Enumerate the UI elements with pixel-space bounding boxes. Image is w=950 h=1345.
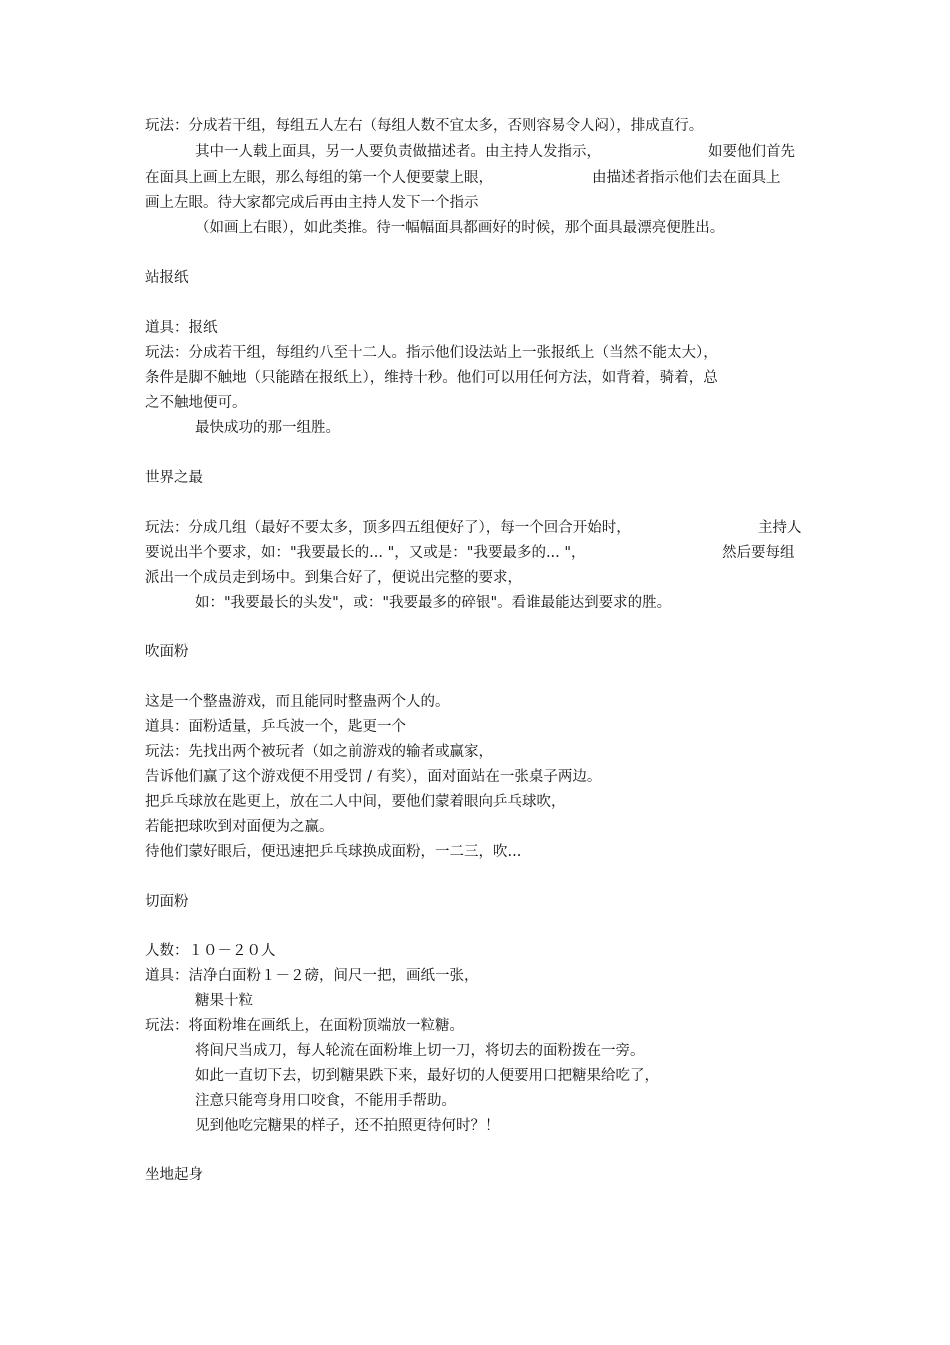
- records-rule-line-2a: 要说出半个要求，如："我要最长的... "，又或是："我要最多的... "，: [145, 545, 586, 561]
- blowflour-line-6: 若能把球吹到对面便为之赢。: [145, 819, 334, 835]
- blowflour-title: 吹面粉: [145, 644, 189, 660]
- records-rule-line-3: 派出一个成员走到场中。到集合好了，便说出完整的要求，: [145, 570, 522, 586]
- cutflour-props-cont: 糖果十粒: [195, 993, 253, 1009]
- records-rule-line-1b: 主持人: [758, 520, 802, 536]
- cutflour-rule-line-5: 见到他吃完糖果的样子，还不拍照更待何时？！: [195, 1118, 500, 1134]
- newspaper-title: 站报纸: [145, 270, 189, 286]
- cutflour-players: 人数：１０－２０人: [145, 943, 276, 959]
- records-rule-line-2b: 然后要每组: [722, 545, 795, 561]
- newspaper-rule-line-3: 之不触地便可。: [145, 395, 247, 411]
- blowflour-line-1: 这是一个整蛊游戏，而且能同时整蛊两个人的。: [145, 694, 450, 710]
- blowflour-line-4: 告诉他们赢了这个游戏便不用受罚 / 有奖），面对面站在一张桌子两边。: [145, 769, 602, 785]
- records-rule-line-1a: 玩法：分成几组（最好不要太多，顶多四五组便好了），每一个回合开始时，: [145, 520, 631, 536]
- cutflour-rule-line-1: 玩法：将面粉堆在画纸上，在面粉顶端放一粒糖。: [145, 1018, 464, 1034]
- records-rule-line-4: 如："我要最长的头发"，或："我要最多的碎银"。看谁最能达到要求的胜。: [195, 595, 672, 611]
- newspaper-props: 道具：报纸: [145, 320, 218, 336]
- mask-rule-line-2b: 如要他们首先: [708, 144, 795, 160]
- newspaper-rule-line-1: 玩法：分成若干组，每组约八至十二人。指示他们设法站上一张报纸上（当然不能太大），: [145, 345, 718, 361]
- situp-title: 坐地起身: [145, 1167, 203, 1183]
- mask-rule-line-2a: 其中一人载上面具，另一人要负责做描述者。由主持人发指示，: [195, 144, 601, 160]
- mask-rule-line-4: 画上左眼。待大家都完成后再由主持人发下一个指示: [145, 195, 479, 211]
- blowflour-line-2: 道具：面粉适量，乒乓波一个，匙更一个: [145, 719, 406, 735]
- blowflour-line-5: 把乒乓球放在匙更上，放在二人中间，要他们蒙着眼向乒乓球吹，: [145, 794, 566, 810]
- cutflour-rule-line-2: 将间尺当成刀，每人轮流在面粉堆上切一刀，将切去的面粉拨在一旁。: [195, 1043, 645, 1059]
- mask-rule-line-5: （如画上右眼），如此类推。待一幅幅面具都画好的时候，那个面具最漂亮便胜出。: [195, 220, 725, 236]
- newspaper-rule-line-2: 条件是脚不触地（只能踏在报纸上），维持十秒。他们可以用任何方法，如背着，骑着，总: [145, 370, 718, 386]
- cutflour-rule-line-3: 如此一直切下去，切到糖果跌下来，最好切的人便要用口把糖果给吃了，: [195, 1068, 659, 1084]
- records-title: 世界之最: [145, 470, 203, 486]
- mask-rule-line-3a: 在面具上画上左眼，那么每组的第一个人便要蒙上眼，: [145, 170, 493, 186]
- cutflour-rule-line-4: 注意只能弯身用口咬食，不能用手帮助。: [195, 1093, 456, 1109]
- cutflour-title: 切面粉: [145, 894, 189, 910]
- blowflour-line-7: 待他们蒙好眼后，便迅速把乒乓球换成面粉，一二三，吹...: [145, 844, 522, 860]
- cutflour-props: 道具：洁净白面粉１－２磅，间尺一把，画纸一张，: [145, 968, 479, 984]
- newspaper-rule-line-4: 最快成功的那一组胜。: [195, 420, 340, 436]
- mask-rule-line-1: 玩法：分成若干组，每组五人左右（每组人数不宜太多，否则容易令人闷），排成直行。: [145, 118, 704, 134]
- blowflour-line-3: 玩法：先找出两个被玩者（如之前游戏的输者或赢家，: [145, 744, 493, 760]
- mask-rule-line-3b: 由描述者指示他们去在面具上: [592, 170, 781, 186]
